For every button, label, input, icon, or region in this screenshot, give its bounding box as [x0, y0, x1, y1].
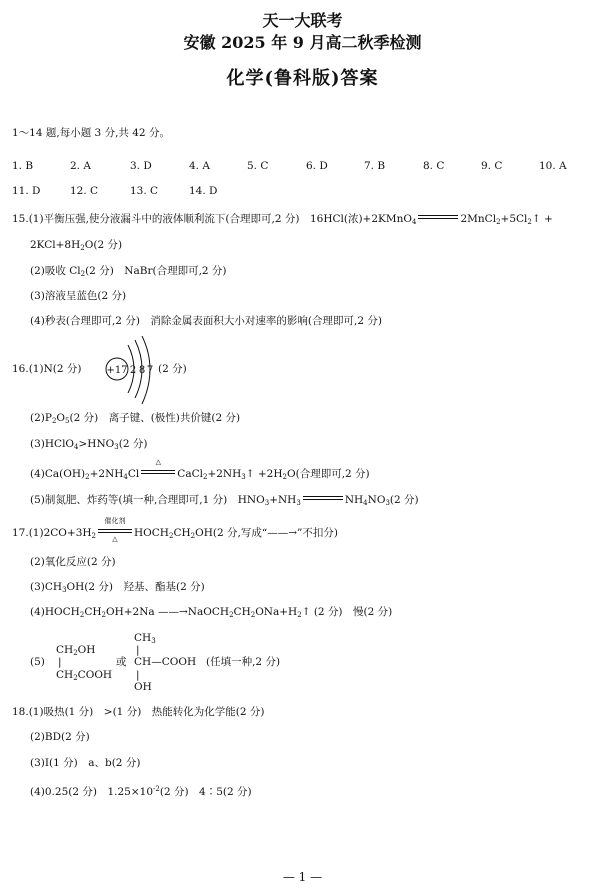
- mc-answer: 10. A: [539, 160, 567, 172]
- header-subtitle: 安徽 2025 年 9 月高二秋季检测: [183, 33, 422, 52]
- q15-part3: (3)溶液呈蓝色(2 分): [30, 290, 127, 302]
- q18-part1: 18.(1)吸热(1 分) >(1 分) 热能转化为化学能(2 分): [12, 706, 265, 718]
- q17-part1: $17.(1)2CO+3H_2$ 催化剂 △ $HOCH_2CH_2OH(2$ 分,写成“——→”不扣分): [12, 517, 338, 543]
- equals-sign: [418, 215, 458, 219]
- formula-line: $CH_2COOH$: [56, 669, 113, 682]
- formula-line: OH: [134, 681, 152, 693]
- q15-part2: (2)吸收 $Cl_2(2$ 分) NaBr(合理即可,2 分): [30, 265, 227, 278]
- equals-sign: [303, 496, 343, 500]
- or-text: 或: [116, 656, 127, 668]
- nucleus-charge: +17: [106, 365, 128, 376]
- mc-answer: 3. D: [130, 160, 152, 172]
- formula-line: $CH_2OH$: [56, 644, 96, 657]
- q17-part5-note: (任填一种,2 分): [206, 656, 281, 668]
- electron-count: 8: [138, 365, 146, 376]
- q15-part1-line2: $2KCl+8H_2O(2$ 分): [30, 239, 123, 252]
- q17-part2: (2)氧化反应(2 分): [30, 556, 116, 568]
- electron-count: 2: [129, 365, 137, 376]
- header-subject: 化学(鲁科版)答案: [226, 68, 379, 89]
- electron-count: 7: [146, 365, 154, 376]
- mc-answer: 11. D: [12, 185, 41, 197]
- q17-part4: $(4)HOCH_2CH_2OH+2Na$ $——\to NaOCH_2CH_2ONa+H_2↑$ (2 分) 慢(2 分): [30, 606, 393, 619]
- mc-answer: 5. C: [247, 160, 269, 172]
- mc-answer: 14. D: [189, 185, 218, 197]
- mc-answer: 13. C: [130, 185, 159, 197]
- q16-part1: 16.(1)N(2 分): [12, 363, 82, 375]
- bond-line: |: [136, 644, 140, 656]
- bond-line: |: [136, 669, 140, 681]
- q17-part5-label: (5): [30, 656, 45, 668]
- mc-answer: 1. B: [12, 160, 34, 172]
- mc-answer: 12. C: [70, 185, 99, 197]
- mc-answer: 6. D: [306, 160, 328, 172]
- q16-part4: $(4)Ca(OH)_2+2NH_4Cl$ △ $CaCl_2+2NH_3↑ +2H_2O$(合理即可,2 分): [30, 458, 370, 481]
- q16-part1-score: (2 分): [158, 363, 187, 375]
- reaction-condition: 催化剂 △: [96, 526, 134, 540]
- mc-answer: 4. A: [189, 160, 210, 172]
- intro-text: 1～14 题,每小题 3 分,共 42 分。: [12, 127, 170, 139]
- q16-part5: (5)制氮肥、炸药等(填一种,合理即可,1 分) $HNO_3+NH_3$ $NH_4NO_3(2$ 分): [30, 494, 419, 507]
- mc-answer: 2. A: [70, 160, 91, 172]
- q18-part4: (4)0.25(2 分) $1.25\times 10^{-2}(2$ 分) 4∶5(2 分): [30, 785, 252, 798]
- mc-answer: 7. B: [364, 160, 386, 172]
- q17-part3: $(3)CH_3OH(2$ 分) 羟基、酯基(2 分): [30, 581, 205, 594]
- bond-line: |: [58, 656, 62, 668]
- q16-part3: $(3)HClO_4>HNO_3(2$ 分): [30, 438, 148, 451]
- header-title: 天一大联考: [262, 11, 343, 30]
- q18-part3: (3)I(1 分) a、b(2 分): [30, 757, 141, 769]
- q15-part4: (4)秒表(合理即可,2 分) 消除金属表面积大小对速率的影响(合理即可,2 分): [30, 315, 382, 327]
- formula-line: $CH_3$: [134, 632, 156, 645]
- page-number: — 1 —: [282, 870, 323, 884]
- q18-part2: (2)BD(2 分): [30, 731, 90, 743]
- mc-answer: 9. C: [481, 160, 503, 172]
- q15-part1-line1: 15.(1)平衡压强,使分液漏斗中的液体顺利流下(合理即可,2 分) 16HCl(浓)+2KMnO$_4$ $2MnCl_2+5Cl_2↑$ +: [12, 213, 553, 226]
- mc-answer: 8. C: [423, 160, 445, 172]
- reaction-condition: △: [139, 467, 177, 481]
- q16-part2: $(2)P_2O_5(2$ 分) 离子键、(极性)共价键(2 分): [30, 412, 241, 425]
- formula-line: CH—COOH: [134, 656, 197, 668]
